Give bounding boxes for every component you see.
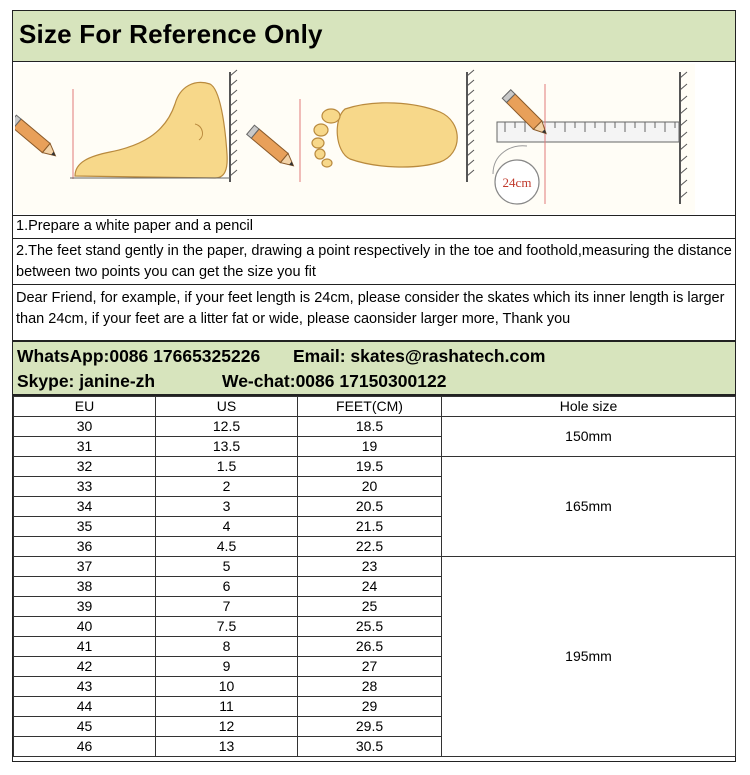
table-row	[14, 557, 736, 577]
cell-feet-cm: 22.5	[298, 537, 442, 557]
table-row	[14, 417, 736, 437]
size-table	[13, 396, 736, 757]
size-table-body	[14, 417, 736, 757]
cell-us: 13	[156, 737, 298, 757]
cell-eu: 34	[14, 497, 156, 517]
step-measure: 2.The feet stand gently in the paper, drawing a point respectively in the toe and foothold,measuring the distance between two points you can get the size you fit	[13, 239, 735, 285]
cell-feet-cm: 26.5	[298, 637, 442, 657]
cell-us: 11	[156, 697, 298, 717]
cell-us: 4.5	[156, 537, 298, 557]
cell-us: 12.5	[156, 417, 298, 437]
cell-feet-cm: 21.5	[298, 517, 442, 537]
cell-us: 7.5	[156, 617, 298, 637]
cell-us: 1.5	[156, 457, 298, 477]
cell-us: 4	[156, 517, 298, 537]
cell-us: 8	[156, 637, 298, 657]
header-feet-cm: FEET(CM)	[298, 397, 442, 417]
cell-eu: 32	[14, 457, 156, 477]
cell-eu: 37	[14, 557, 156, 577]
header-eu: EU	[14, 397, 156, 417]
step-prepare: 1.Prepare a white paper and a pencil	[13, 216, 735, 239]
cell-us: 13.5	[156, 437, 298, 457]
cell-us: 9	[156, 657, 298, 677]
cell-eu: 31	[14, 437, 156, 457]
cell-eu: 30	[14, 417, 156, 437]
cell-us: 3	[156, 497, 298, 517]
cell-feet-cm: 28	[298, 677, 442, 697]
cell-eu: 38	[14, 577, 156, 597]
size-chart-sheet	[12, 10, 736, 762]
measurement-badge: 24cm	[502, 175, 532, 190]
cell-eu: 44	[14, 697, 156, 717]
cell-feet-cm: 29.5	[298, 717, 442, 737]
cell-feet-cm: 25.5	[298, 617, 442, 637]
wechat-contact: We-chat:0086 17150300122	[222, 371, 447, 391]
cell-us: 12	[156, 717, 298, 737]
contact-panel	[13, 342, 735, 396]
measurement-illustration	[13, 62, 735, 216]
size-advice: Dear Friend, for example, if your feet length is 24cm, please consider the skates which its inner length is larger than 24cm, if your feet are a litter fat or wide, please caonsider larger more, Thank you	[13, 285, 735, 342]
cell-feet-cm: 24	[298, 577, 442, 597]
cell-feet-cm: 20.5	[298, 497, 442, 517]
ruler-measurement	[493, 72, 687, 204]
cell-feet-cm: 23	[298, 557, 442, 577]
header-us: US	[156, 397, 298, 417]
title-bar	[13, 11, 735, 62]
cell-hole-size: 150mm	[442, 417, 736, 457]
foot-side-view	[15, 70, 237, 182]
table-header-row	[14, 397, 736, 417]
cell-feet-cm: 18.5	[298, 417, 442, 437]
cell-us: 2	[156, 477, 298, 497]
cell-eu: 35	[14, 517, 156, 537]
cell-eu: 40	[14, 617, 156, 637]
email-contact: Email: skates@rashatech.com	[293, 346, 546, 366]
table-row	[14, 457, 736, 477]
cell-eu: 41	[14, 637, 156, 657]
cell-feet-cm: 19.5	[298, 457, 442, 477]
cell-us: 5	[156, 557, 298, 577]
page-title: Size For Reference Only	[19, 19, 323, 49]
skype-contact: Skype: janine-zh	[17, 371, 156, 391]
foot-top-view	[247, 70, 474, 182]
cell-feet-cm: 30.5	[298, 737, 442, 757]
cell-eu: 39	[14, 597, 156, 617]
cell-feet-cm: 29	[298, 697, 442, 717]
cell-feet-cm: 19	[298, 437, 442, 457]
cell-eu: 33	[14, 477, 156, 497]
cell-us: 6	[156, 577, 298, 597]
header-hole-size: Hole size	[442, 397, 736, 417]
cell-eu: 42	[14, 657, 156, 677]
cell-feet-cm: 25	[298, 597, 442, 617]
cell-feet-cm: 27	[298, 657, 442, 677]
cell-hole-size: 195mm	[442, 557, 736, 757]
cell-us: 7	[156, 597, 298, 617]
cell-feet-cm: 20	[298, 477, 442, 497]
cell-eu: 45	[14, 717, 156, 737]
cell-hole-size: 165mm	[442, 457, 736, 557]
whatsapp-contact: WhatsApp:0086 17665325226	[17, 346, 261, 366]
cell-eu: 46	[14, 737, 156, 757]
cell-us: 10	[156, 677, 298, 697]
cell-eu: 36	[14, 537, 156, 557]
measurement-steps-graphic	[15, 64, 695, 214]
cell-eu: 43	[14, 677, 156, 697]
